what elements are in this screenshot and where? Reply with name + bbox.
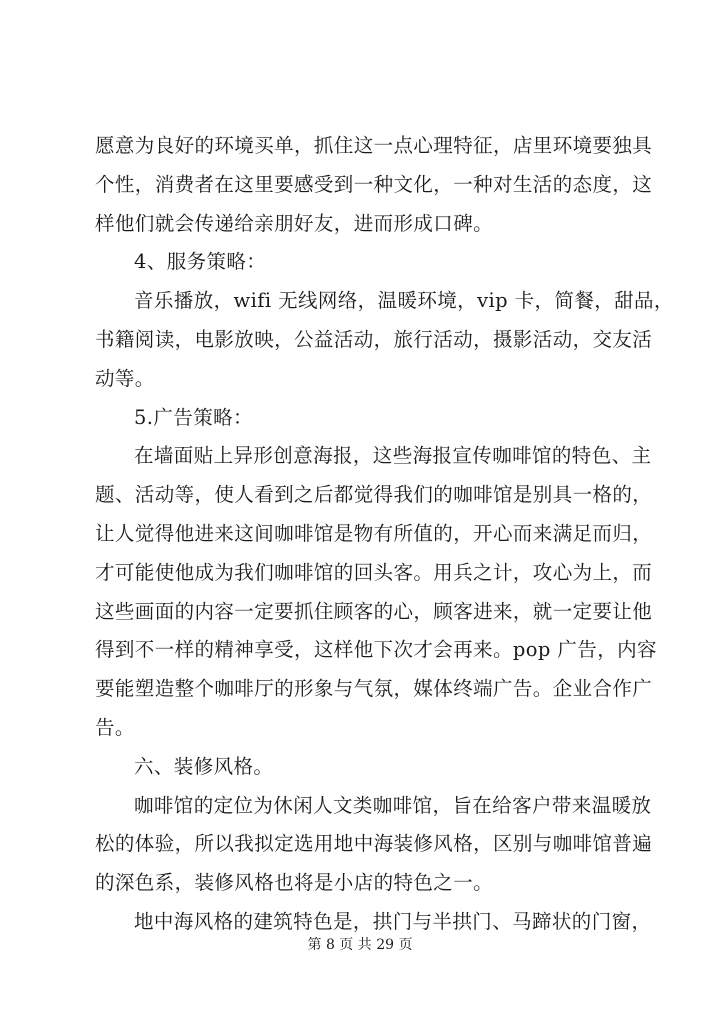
text-line: 地中海风格的建筑特色是，拱门与半拱门、马蹄状的门窗， bbox=[134, 909, 652, 933]
text-line: 咖啡馆的定位为休闲人文类咖啡馆，旨在给客户带来温暖放 bbox=[134, 793, 652, 817]
text-line: 书籍阅读，电影放映，公益活动，旅行活动，摄影活动，交友活 bbox=[95, 327, 653, 351]
section-heading-ad-strategy: 5.广告策略： bbox=[134, 405, 253, 429]
page-footer bbox=[0, 935, 720, 955]
text-line: 的深色系，装修风格也将是小店的特色之一。 bbox=[95, 871, 494, 895]
section-heading-decoration-style: 六、装修风格。 bbox=[134, 754, 274, 778]
body-text bbox=[95, 127, 674, 942]
text-line: 要能塑造整个咖啡厅的形象与气氛，媒体终端广告。企业合作广 bbox=[95, 677, 653, 701]
text-line: 愿意为良好的环境买单，抓住这一点心理特征，店里环境要独具 bbox=[95, 134, 653, 157]
text-line: 个性，消费者在这里要感受到一种文化，一种对生活的态度，这 bbox=[95, 172, 653, 196]
text-line: 让人觉得他进来这间咖啡馆是物有所值的，开心而来满足而归， bbox=[95, 521, 653, 545]
text-line: 松的体验，所以我拟定选用地中海装修风格，区别与咖啡馆普遍 bbox=[95, 832, 653, 856]
text-line: 得到不一样的精神享受，这样他下次才会再来。pop 广告，内容 bbox=[95, 638, 657, 662]
page-number: 第 8 页 共 29 页 bbox=[307, 937, 413, 953]
text-line: 样他们就会传递给亲朋好友，进而形成口碑。 bbox=[95, 211, 494, 235]
text-line: 音乐播放，wifi 无线网络，温暖环境，vip 卡，简餐，甜品， bbox=[134, 289, 674, 313]
section-heading-service-strategy: 4、服务策略： bbox=[134, 250, 267, 274]
text-line: 动等。 bbox=[95, 366, 155, 390]
text-line: 告。 bbox=[95, 715, 135, 739]
text-line: 这些画面的内容一定要抓住顾客的心，顾客进来，就一定要让他 bbox=[95, 599, 653, 623]
text-line: 题、活动等，使人看到之后都觉得我们的咖啡馆是别具一格的， bbox=[95, 483, 653, 507]
text-line: 在墙面贴上异形创意海报，这些海报宣传咖啡馆的特色、主 bbox=[134, 444, 652, 468]
text-line: 才可能使他成为我们咖啡馆的回头客。用兵之计，攻心为上，而 bbox=[95, 560, 653, 584]
